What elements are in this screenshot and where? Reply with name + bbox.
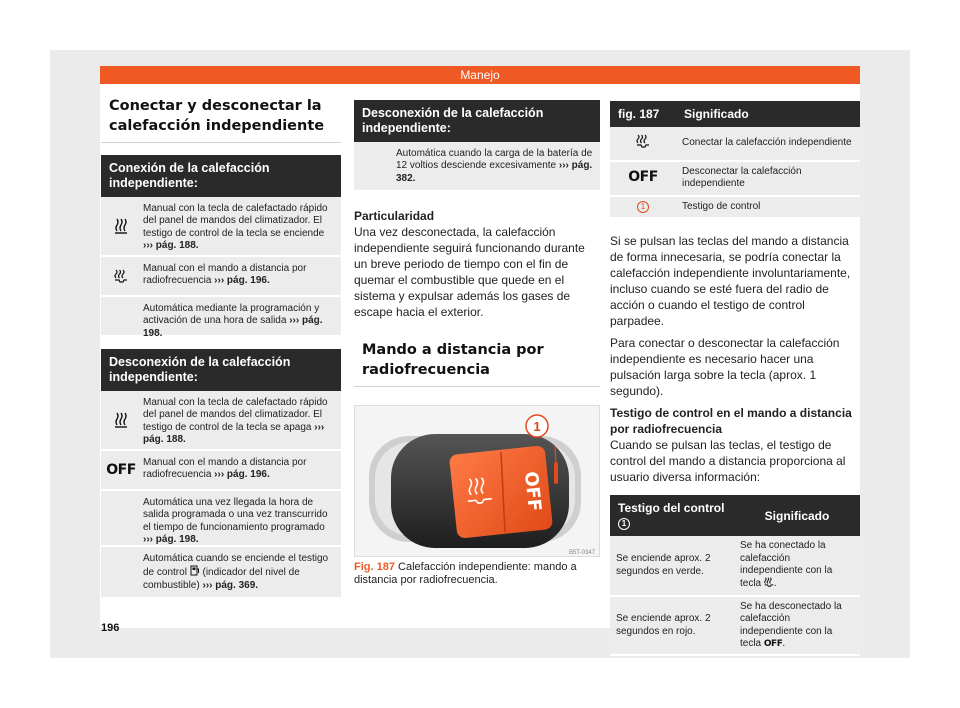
disconnect-row — [354, 142, 600, 192]
disconnect-row — [101, 391, 341, 451]
row-text: Automática cuando la carga de la batería de 12 voltios desciende excesivamente — [396, 148, 593, 172]
callout-1-icon: 1 — [610, 196, 676, 218]
fuel-gauge-icon — [190, 565, 200, 576]
image-code: B5T-0347 — [568, 550, 595, 556]
off-button-label: OFF — [519, 470, 545, 513]
page-number: 196 — [101, 622, 120, 634]
disconnect-row — [101, 491, 341, 547]
page-reference: ››› pág. 198. — [143, 534, 199, 546]
disconnect-heading-cont: Desconexión de la calefacción independiente: — [354, 100, 600, 142]
remote-heating-icon — [101, 257, 141, 295]
row-text: Manual con la tecla de calefactado rápido del panel de mandos del climatizador. El testigo de control de la tecla se apaga — [143, 397, 328, 433]
column-right — [610, 101, 860, 656]
table-cell: Se enciende aprox. 2 segundos en verde. — [610, 536, 734, 596]
off-key-icon: OFF — [610, 161, 676, 196]
particularidad-heading: Particularidad — [354, 209, 435, 223]
table-row — [610, 536, 860, 596]
disconnect-row — [101, 547, 341, 599]
table-header: Significado — [734, 495, 860, 536]
remote-control-illustration — [355, 406, 600, 557]
figure-caption — [354, 561, 600, 587]
page-reference: ››› pág. 188. — [143, 421, 325, 446]
row-text: Automática una vez llegada la hora de salida programada o una vez transcurrido el tiempo de funcionamiento programado — [143, 497, 328, 533]
table-cell: Se enciende aprox. 2 segundos en rojo. — [610, 596, 734, 656]
connect-row — [101, 297, 341, 337]
table-cell: Testigo de control — [676, 196, 860, 218]
off-key-icon: OFF — [106, 462, 136, 478]
remote-heating-icon — [610, 127, 676, 161]
indicator-table — [610, 495, 860, 656]
table-header: fig. 187 — [610, 101, 676, 127]
row-text: (indicador del nivel de combustible) — [143, 567, 300, 591]
page-reference: ››› pág. 196. — [214, 275, 270, 287]
row-text: Manual con la tecla de calefactado rápido del panel de mandos del climatizador. El testigo de control de la tecla se enciende — [143, 203, 328, 239]
table-cell: Desconectar la calefacción independiente — [676, 161, 860, 196]
table-row — [610, 596, 860, 656]
off-key-icon: OFF — [763, 639, 783, 650]
heating-quick-key-icon — [101, 197, 141, 255]
callout-1-icon: 1 — [618, 518, 630, 530]
figure-number: Fig. 187 — [354, 561, 395, 573]
column-middle — [354, 100, 600, 587]
remote-heating-icon — [764, 577, 774, 587]
connect-heading: Conexión de la calefacción independiente: — [101, 155, 341, 197]
connect-row — [101, 197, 341, 257]
table-header: Significado — [676, 101, 860, 127]
page-reference: ››› pág. 198. — [143, 315, 323, 339]
section-banner — [100, 66, 860, 84]
section-heading: Conectar y desconectar la calefacción independiente — [101, 92, 341, 143]
disconnect-row — [101, 451, 341, 491]
particularidad-text: Una vez desconectada, la calefacción independiente seguirá funcionando durante un breve periodo de tiempo con el fin de quemar el combustible que quede en el sistema y expulsar además los gases de escape hacia el exterior. — [354, 225, 585, 319]
table-cell: Se ha desconectado la calefacción independiente con la tecla OFF. — [734, 596, 860, 656]
page-reference: ››› pág. 369. — [202, 579, 259, 591]
table-header: Testigo del control 1 — [610, 495, 734, 536]
table-cell: Conectar la calefacción independiente — [676, 127, 860, 161]
callout-number: 1 — [533, 419, 541, 434]
section-title: Manejo — [460, 68, 500, 82]
row-text: Manual con el mando a distancia por radiofrecuencia — [143, 457, 307, 481]
table-row — [610, 127, 860, 161]
table-row — [610, 196, 860, 218]
page-reference: ››› pág. 188. — [143, 240, 199, 252]
testigo-text: Cuando se pulsan las teclas, el testigo de control del mando a distancia proporciona al usuario diversa información: — [610, 438, 846, 485]
page-reference: ››› pág. 196. — [214, 469, 270, 481]
testigo-heading: Testigo de control en el mando a distancia por radiofrecuencia — [610, 406, 852, 437]
table-row — [610, 161, 860, 196]
row-text: Automática cuando se enciende el testigo de control — [143, 553, 329, 579]
instruction-paragraph: Para conectar o desconectar la calefacción independiente es necesario hacer una pulsación larga sobre la tecla (aprox. 1 segundo). — [610, 336, 840, 399]
heating-quick-key-icon — [101, 391, 141, 449]
connect-row — [101, 257, 341, 297]
column-left — [101, 92, 341, 599]
row-text: Manual con el mando a distancia por radiofrecuencia — [143, 263, 307, 287]
disconnect-heading: Desconexión de la calefacción independiente: — [101, 349, 341, 391]
remote-heading: Mando a distancia por radiofrecuencia — [354, 336, 600, 387]
warning-paragraph: Si se pulsan las teclas del mando a distancia de forma innecesaria, se podría conectar la calefacción independiente involuntariamente, incluso cuando se esté fuera del radio de acción o cuando el testigo de control parpadee. — [610, 234, 851, 329]
figure-key-table — [610, 101, 860, 219]
page-reference: ››› pág. 382. — [396, 160, 593, 184]
caption-text: Calefacción independiente: mando a distancia por radiofrecuencia. — [354, 561, 577, 586]
row-text: Automática mediante la programación y activación de una hora de salida — [143, 303, 320, 327]
remote-control-photo — [354, 405, 600, 557]
table-cell: Se ha conectado la calefacción independiente con la tecla . — [734, 536, 860, 596]
